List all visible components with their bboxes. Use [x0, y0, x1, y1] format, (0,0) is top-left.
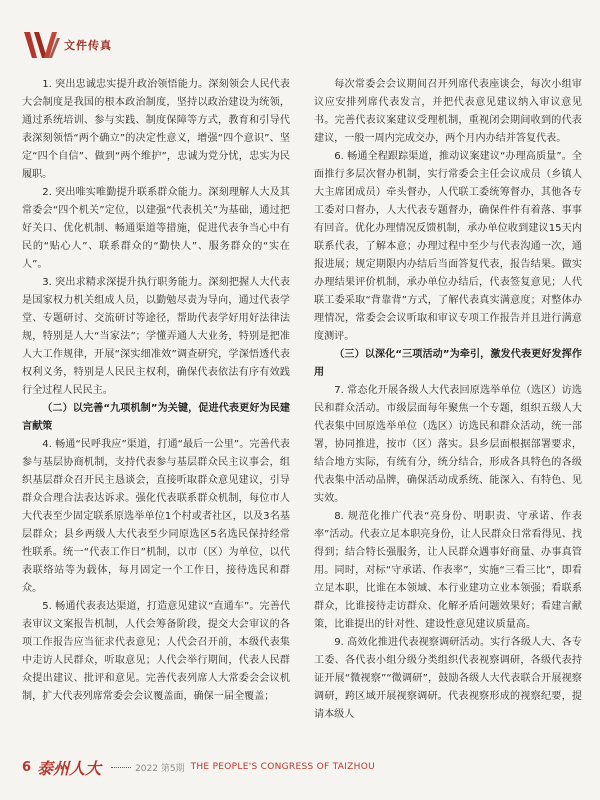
paragraph: 6. 畅通全程跟踪渠道，推动议案建议“办理高质量”。全面推行多层次督办机制，实行常委会主任会议成员（乡镇人大主席团成员）牵头督办，人代联工委统筹督办，其他各专工委对口督办，人大代表专题督办，确保件件有着落、事事有回音。优化办理情况反馈机制，承办单位收到建议15天内联系代表，了解本意；办理过程中至少与代表沟通一次，通报进展；规定期限内办结后当面答复代表，报告结果。做实办理结果评价机制，承办单位办结后，代表签复意见；人代联工委采取“背靠背”方式，了解代表真实满意度；对整体办理情况，常委会会议听取和审议专项工作报告并且进行满意度测评。 [314, 151, 582, 342]
page-number: 6 [22, 759, 32, 775]
left-column [22, 76, 290, 706]
paragraph: 2. 突出唯实唯勤提升联系群众能力。深刻理解人大及其常委会“四个机关”定位，以建强“代表机关”为基础，通过把好关口、优化机制、畅通渠道等措施，促进代表争当心中有民的“贴心人”、联系群众的“勤快人”、服务群众的“实在人”。 [22, 187, 290, 270]
paragraph: 每次常委会会议期间召开列席代表座谈会，每次小组审议应安排列席代表发言，并把代表意见建议纳入审议意见书。完善代表议案建议受理机制，重视闭会期间收到的代表建议，一般一周内完成交办，两个月内办结并答复代表。 [314, 79, 582, 144]
page-header [22, 30, 112, 60]
section-title: 文件传真 [64, 39, 112, 52]
paragraph: 8. 规范化推广代表“亮身份、明职责、守承诺、作表率”活动。代表立足本职亮身份，让人民群众日常看得见、找得到；结合特长强服务，让人民群众遇事好商量、办事真管用。同时，对标“守承诺、作表率”，实施“三看三比”，即看立足本职，比谁在本领域、本行业建功立业本领强；看联系群众，比谁接待走访群众、化解矛盾问题效果好；看建言献策，比谁提出的针对性、建设性意见建议质量高。 [314, 511, 582, 630]
footer-divider [111, 767, 131, 768]
paragraph: 7. 常态化开展各级人大代表回原选举单位（选区）访选民和群众活动。市级层面每年聚焦一个专题，组织五级人大代表集中回原选举单位（选区）访选民和群众活动，统一部署，协同推进，按市（区）落实。县乡层面根据部署要求，结合地方实际，有统有分，统分结合，形成各具特色的各级代表集中活动品牌，确保活动成系统、能深入、有特色、见实效。 [314, 385, 582, 504]
right-column [314, 76, 582, 724]
section-heading: （二）以完善“九项机制”为关键，促进代表更好为民建言献策 [22, 403, 290, 432]
page-footer [22, 752, 578, 782]
paragraph: 5. 畅通代表表达渠道，打造意见建议“直通车”。完善代表审议文案报告机制，人代会筹备阶段，提交大会审议的各项工作报告应当征求代表意见；人代会召开前，本级代表集中走访人民群众，听取意见；人代会举行期间，代表人民群众提出建议、批评和意见。完善代表列席人大常委会会议机制，扩大代表列席常委会会议覆盖面，确保一届全覆盖； [22, 601, 290, 702]
paragraph: 3. 突出求精求深提升执行职务能力。深刻把握人大代表是国家权力机关组成人员，以勤勉尽责为导向，通过代表学堂、专题研讨、交流研讨等途径，帮助代表学好用好法律法规，特别是人大“当家法”；学懂弄通人大业务，特别是把准人大工作规律，开展“深实细准效”调查研究，学深悟透代表权利义务，特别是人民民主权利，确保代表依法有序有效践行全过程人民民主。 [22, 277, 290, 396]
paragraph: 1. 突出忠诚忠实提升政治领悟能力。深刻领会人民代表大会制度是我国的根本政治制度，坚持以政治建设为统领，通过系统培训、参与实践、制度保障等方式，教育和引导代表深刻领悟“两个确立”的决定性意义，增强“四个意识”、坚定“四个自信”、做到“两个维护”，忠诚为党分忧，忠实为民履职。 [22, 79, 290, 180]
section-logo-icon [22, 30, 62, 60]
paragraph: 4. 畅通“民呼我应”渠道，打通“最后一公里”。完善代表参与基层协商机制，支持代表参与基层群众民主议事会，组织基层群众召开民主恳谈会，直接听取群众意见建议，引导群众合理合法表达诉求。强化代表联系群众机制，每位市人大代表至少固定联系原选举单位1个村或者社区，以及3名基层群众；县乡两级人大代表至少同原选区5名选民保持经常性联系。统一“代表工作日”机制，以市（区）为单位，以代表联络站等为载体，每月固定一个工作日，接待选民和群众。 [22, 439, 290, 594]
paragraph: 9. 高效化推进代表视察调研活动。实行各级人大、各专工委、各代表小组分级分类组织代表视察调研，各级代表持证开展“微视察”“微调研”，鼓励各级人大代表联合开展视察调研，跨区域开展视察调研。代表视察形成的视察纪要，提请本级人 [314, 637, 582, 720]
section-heading: （三）以深化“三项活动”为牵引，激发代表更好发挥作用 [314, 349, 582, 378]
magazine-title: 泰州人大 [37, 758, 102, 778]
issue-label: 2022 第5期 [135, 763, 185, 774]
magazine-subtitle: THE PEOPLE'S CONGRESS OF TAIZHOU [190, 762, 375, 772]
